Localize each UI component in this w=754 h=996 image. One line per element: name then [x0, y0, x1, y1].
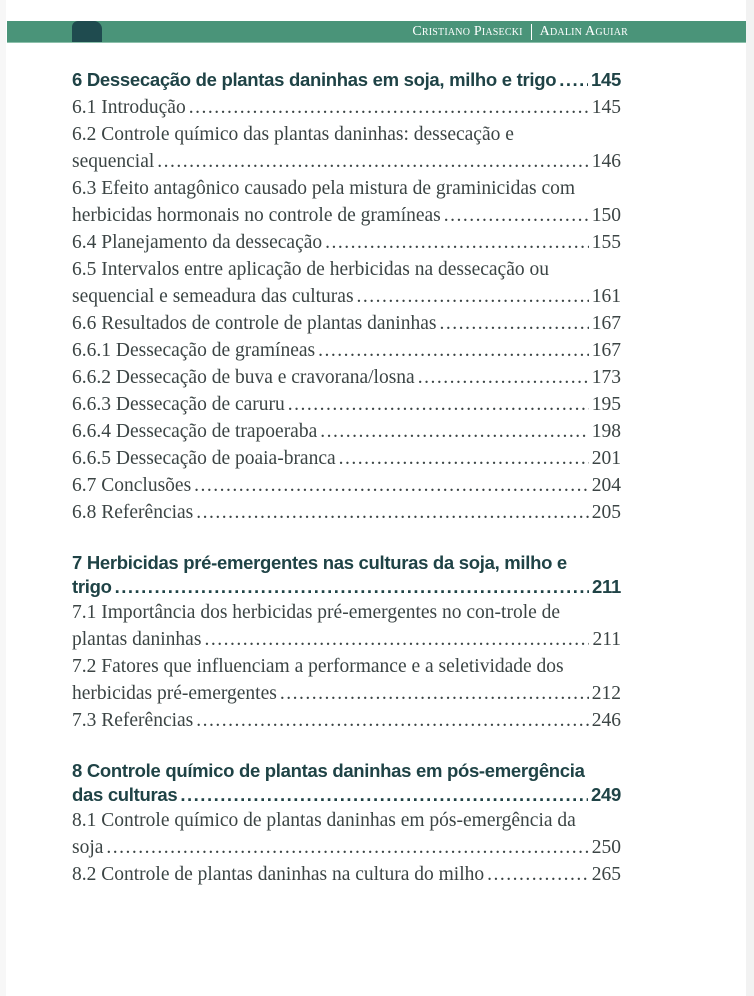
toc-entry[interactable]	[72, 175, 621, 229]
entry-title: 6.6.4 Dessecação de trapoeraba	[72, 421, 318, 442]
entry-title: 6.8 Referências	[72, 502, 194, 523]
leader-dots	[288, 391, 589, 418]
entry-title: 6.6.5 Dessecação de poaia-branca	[72, 448, 336, 469]
leader-dots	[204, 626, 589, 653]
entry-page: 167	[591, 313, 621, 334]
running-header-authors	[412, 22, 628, 42]
leader-dots	[280, 680, 589, 707]
author-name-1: Cristiano Piasecki	[412, 24, 523, 39]
entry-page: 211	[592, 629, 621, 650]
toc-entry[interactable]	[72, 229, 621, 256]
entry-page: 246	[591, 710, 621, 731]
header-tab-decoration	[72, 21, 102, 42]
author-name-2: Adalin Aguiar	[539, 24, 628, 39]
chapter-title: trigo	[72, 576, 112, 597]
toc-entry[interactable]	[72, 472, 621, 499]
toc-entry[interactable]	[72, 599, 621, 653]
entry-page: 265	[591, 864, 621, 885]
leader-dots	[325, 229, 589, 256]
entry-title: 6.6 Resultados de controle de plantas daninhas	[72, 313, 437, 334]
entry-title-line1: 7.2 Fatores que influenciam a performance e a seletividade dos	[72, 656, 564, 677]
toc-entry[interactable]	[72, 310, 621, 337]
entry-title: herbicidas pré-emergentes	[72, 683, 277, 704]
toc-entry[interactable]	[72, 364, 621, 391]
entry-page: 198	[591, 421, 621, 442]
toc-entry[interactable]	[72, 807, 621, 861]
entry-page: 150	[591, 205, 621, 226]
chapter-page: 249	[591, 784, 621, 805]
entry-title: herbicidas hormonais no controle de gramíneas	[72, 205, 441, 226]
toc-entry[interactable]	[72, 653, 621, 707]
leader-dots	[357, 283, 589, 310]
entry-page: 250	[591, 837, 621, 858]
entry-title: sequencial e semeadura das culturas	[72, 286, 354, 307]
entry-page: 195	[591, 394, 621, 415]
entry-page: 212	[591, 683, 621, 704]
chapter-spacer	[72, 526, 621, 551]
leader-dots	[318, 337, 589, 364]
chapter-spacer	[72, 734, 621, 759]
entry-page: 167	[591, 340, 621, 361]
page-right-edge	[746, 0, 754, 996]
entry-title: 8.2 Controle de plantas daninhas na cultura do milho	[72, 864, 485, 885]
leader-dots	[157, 148, 588, 175]
entry-title: soja	[72, 837, 104, 858]
entry-title: 6.4 Planejamento da dessecação	[72, 232, 323, 253]
entry-title: 6.6.3 Dessecação de caruru	[72, 394, 285, 415]
leader-dots	[194, 472, 589, 499]
toc-chapter-7[interactable]	[72, 551, 621, 599]
entry-title-line1: 6.2 Controle químico das plantas daninhas: dessecação e	[72, 124, 514, 145]
chapter-title: das culturas	[72, 784, 178, 805]
toc-entry[interactable]	[72, 861, 621, 888]
toc-entry[interactable]	[72, 418, 621, 445]
entry-title-line1: 8.1 Controle químico de plantas daninhas em pós-emergência da	[72, 810, 576, 831]
leader-dots	[189, 94, 589, 121]
entry-page: 204	[591, 475, 621, 496]
leader-dots	[180, 783, 588, 807]
entry-title: 6.7 Conclusões	[72, 475, 192, 496]
entry-title: 6.6.1 Dessecação de gramíneas	[72, 340, 316, 361]
entry-page: 161	[591, 286, 621, 307]
page-left-edge	[0, 0, 6, 996]
leader-dots	[320, 418, 589, 445]
entry-title: 6.1 Introdução	[72, 97, 186, 118]
chapter-page: 211	[592, 576, 621, 597]
entry-title-line1: 6.3 Efeito antagônico causado pela mistura de graminicidas com	[72, 178, 576, 199]
leader-dots	[196, 499, 588, 526]
entry-title-line1: 7.1 Importância dos herbicidas pré-emergentes no con-trole de	[72, 602, 561, 623]
running-header-bar	[7, 21, 746, 43]
entry-page: 146	[591, 151, 621, 172]
toc-chapter-6[interactable]	[72, 68, 621, 92]
entry-title-line1: 6.5 Intervalos entre aplicação de herbicidas na dessecação ou	[72, 259, 549, 280]
toc-chapter-8[interactable]	[72, 759, 621, 807]
entry-page: 205	[591, 502, 621, 523]
leader-dots	[196, 707, 588, 734]
leader-dots	[444, 202, 589, 229]
table-of-contents	[72, 68, 621, 888]
author-separator	[531, 24, 532, 40]
entry-title: 7.3 Referências	[72, 710, 194, 731]
toc-entry[interactable]	[72, 256, 621, 310]
toc-entry[interactable]	[72, 499, 621, 526]
entry-title: sequencial	[72, 151, 155, 172]
chapter-page: 145	[591, 69, 621, 90]
leader-dots	[418, 364, 589, 391]
entry-page: 155	[591, 232, 621, 253]
toc-entry[interactable]	[72, 445, 621, 472]
leader-dots	[339, 445, 589, 472]
chapter-title: 6 Dessecação de plantas daninhas em soja, milho e trigo	[72, 69, 557, 90]
chapter-title-line1: 7 Herbicidas pré-emergentes nas culturas da soja, milho e	[72, 552, 567, 573]
leader-dots	[559, 68, 588, 92]
leader-dots	[439, 310, 588, 337]
leader-dots	[106, 834, 588, 861]
entry-title: plantas daninhas	[72, 629, 202, 650]
toc-entry[interactable]	[72, 337, 621, 364]
leader-dots	[487, 861, 589, 888]
toc-entry[interactable]	[72, 94, 621, 121]
toc-entry[interactable]	[72, 707, 621, 734]
entry-page: 201	[591, 448, 621, 469]
chapter-title-line1: 8 Controle químico de plantas daninhas em pós-emergência	[72, 760, 585, 781]
toc-entry[interactable]	[72, 121, 621, 175]
entry-page: 145	[591, 97, 621, 118]
entry-page: 173	[591, 367, 621, 388]
entry-title: 6.6.2 Dessecação de buva e cravorana/losna	[72, 367, 415, 388]
leader-dots	[115, 575, 589, 599]
toc-entry[interactable]	[72, 391, 621, 418]
